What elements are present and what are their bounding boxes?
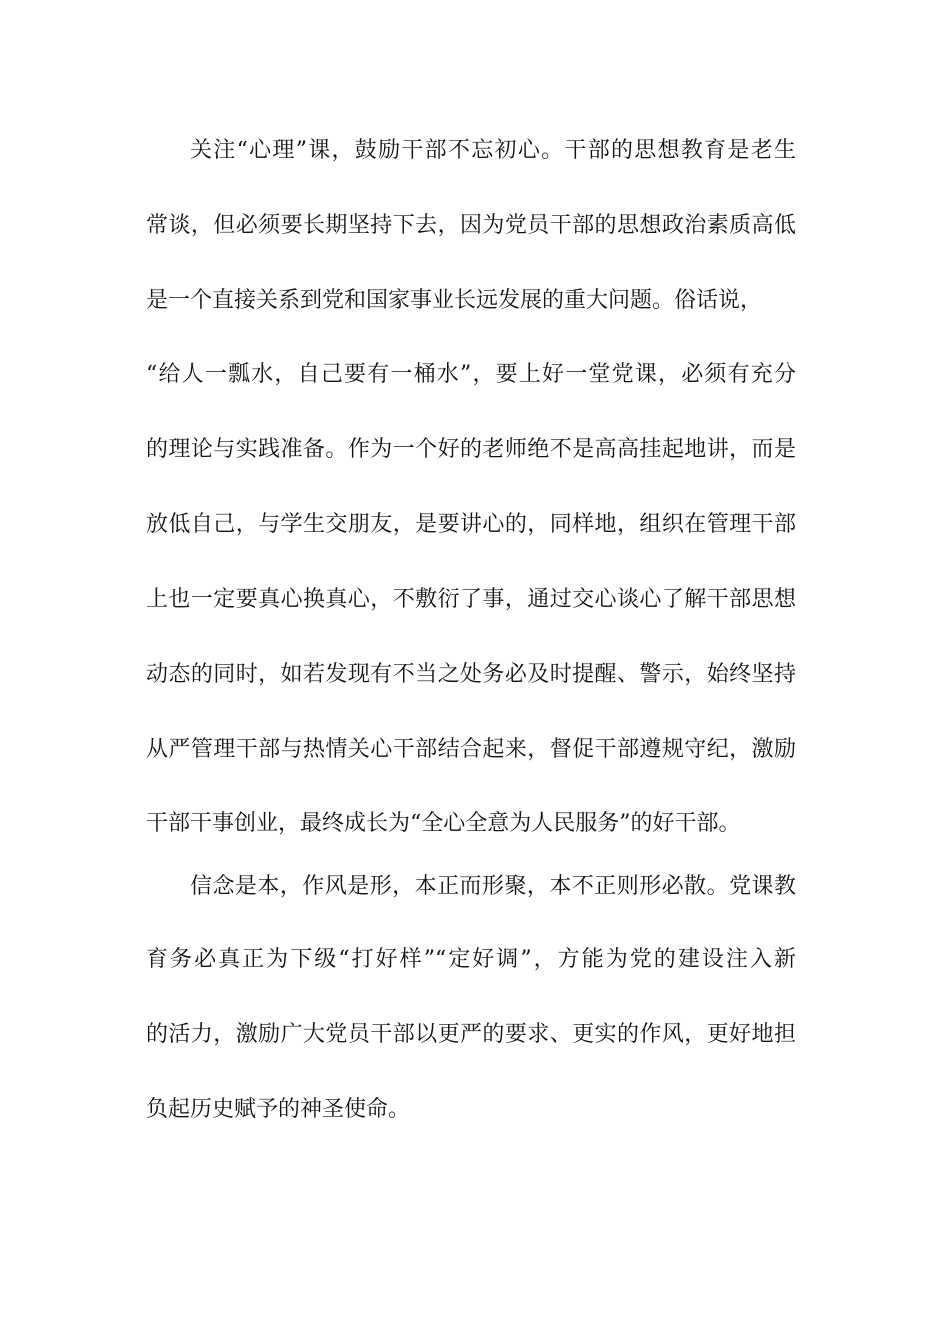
paragraph-line: “给人一瓢水，自己要有一桶水”，要上好一堂党课，必须有充分 [146,362,796,387]
paragraph-line: 常谈，但必须要长期坚持下去，因为党员干部的思想政治素质高低 [146,213,796,238]
paragraph-line: 育务必真正为下级“打好样”“定好调”，方能为党的建设注入新 [146,947,796,972]
paragraph-line: 上也一定要真心换真心，不敷衍了事，通过交心谈心了解干部思想 [146,587,796,612]
paragraph-line: 放低自己，与学生交朋友，是要讲心的，同样地，组织在管理干部 [146,512,796,537]
paragraph-line: 动态的同时，如若发现有不当之处务必及时提醒、警示，始终坚持 [146,662,796,687]
paragraph-line: 的理论与实践准备。作为一个好的老师绝不是高高挂起地讲，而是 [146,437,796,462]
paragraph-line: 从严管理干部与热情关心干部结合起来，督促干部遵规守纪，激励 [146,737,796,762]
paragraph-line: 是一个直接关系到党和国家事业长远发展的重大问题。俗话说， [146,288,763,313]
paragraph-line: 负起历史赋予的神圣使命。 [146,1097,411,1122]
paragraph-line: 的活力，激励广大党员干部以更严的要求、更实的作风，更好地担 [146,1022,796,1047]
paragraph-line: 干部干事创业，最终成长为“全心全意为人民服务”的好干部。 [146,811,741,836]
paragraph-line: 关注“心理”课，鼓励干部不忘初心。干部的思想教育是老生 [190,138,796,163]
paragraph-line: 信念是本，作风是形，本正而形聚，本不正则形必散。党课教 [190,874,796,899]
